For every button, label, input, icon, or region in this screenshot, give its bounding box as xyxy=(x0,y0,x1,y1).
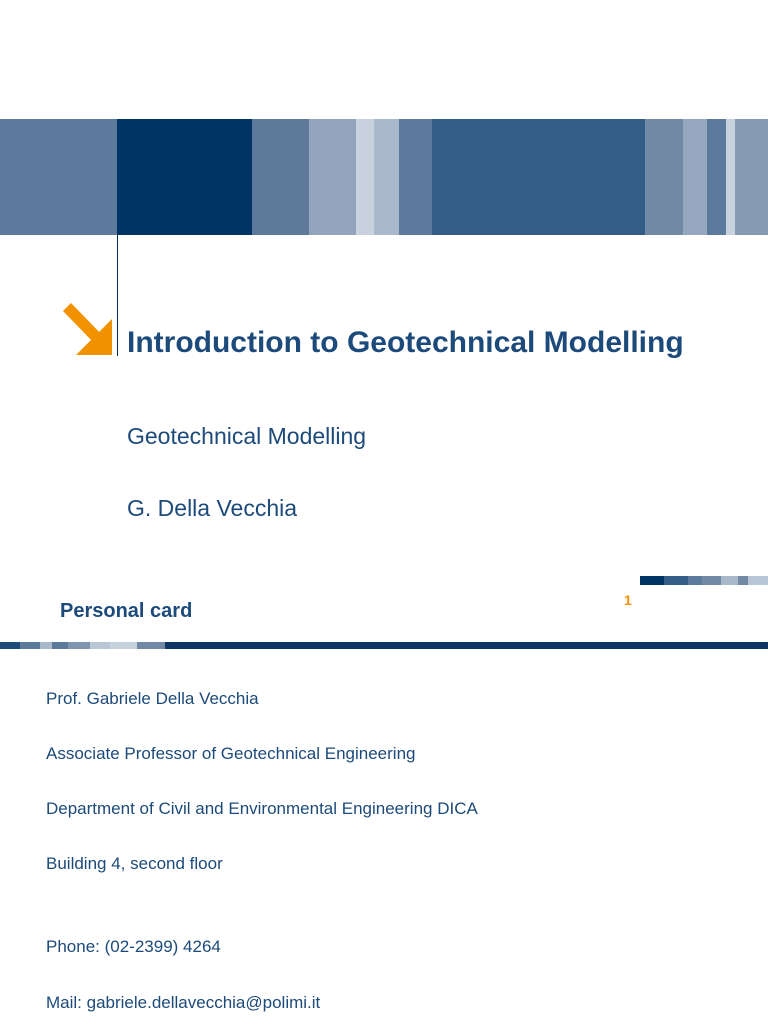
banner-stripe xyxy=(432,119,645,235)
footer-stripe-segment xyxy=(702,576,721,585)
banner-stripe xyxy=(683,119,707,235)
banner-stripe xyxy=(645,119,683,235)
header-banner xyxy=(0,119,768,235)
slide-subtitle: Geotechnical Modelling xyxy=(127,423,367,449)
title-bar-segment xyxy=(52,642,68,649)
footer-stripe-segment xyxy=(664,576,688,585)
title-bar-segment xyxy=(40,642,52,649)
footer-stripe-segment xyxy=(738,576,748,585)
banner-stripe xyxy=(707,119,726,235)
banner-stripe xyxy=(374,119,399,235)
banner-stripe xyxy=(726,119,735,235)
title-underline-bar xyxy=(0,642,768,649)
office-location: Building 4, second floor xyxy=(46,854,223,873)
phone-number: Phone: (02-2399) 4264 xyxy=(46,937,221,956)
title-bar-segment xyxy=(137,642,165,649)
department: Department of Civil and Environmental Engineering DICA xyxy=(46,799,478,818)
banner-stripe xyxy=(735,119,768,235)
banner-stripe xyxy=(252,119,309,235)
banner-stripe xyxy=(399,119,432,235)
footer-stripe-segment xyxy=(721,576,738,585)
slide-author: G. Della Vecchia xyxy=(127,495,298,521)
personal-card-title: Personal card xyxy=(60,600,193,622)
title-bar-segment xyxy=(165,642,768,649)
professor-position: Associate Professor of Geotechnical Engineering xyxy=(46,744,416,763)
title-divider-line xyxy=(117,235,118,356)
footer-stripe xyxy=(640,576,768,585)
orange-arrow-icon xyxy=(63,303,113,356)
slide-title: Introduction to Geotechnical Modelling xyxy=(127,326,684,359)
title-bar-segment xyxy=(0,642,20,649)
banner-stripe xyxy=(0,119,117,235)
footer-stripe-segment xyxy=(748,576,768,585)
banner-stripe xyxy=(309,119,356,235)
title-bar-segment xyxy=(20,642,40,649)
email-address: Mail: gabriele.dellavecchia@polimi.it xyxy=(46,993,321,1012)
page-number: 1 xyxy=(624,592,632,608)
title-bar-segment xyxy=(68,642,90,649)
footer-stripe-segment xyxy=(688,576,702,585)
banner-stripe xyxy=(117,119,252,235)
banner-stripe xyxy=(356,119,374,235)
footer-stripe-segment xyxy=(640,576,664,585)
title-bar-segment xyxy=(90,642,110,649)
professor-name: Prof. Gabriele Della Vecchia xyxy=(46,689,259,708)
title-bar-segment xyxy=(110,642,137,649)
